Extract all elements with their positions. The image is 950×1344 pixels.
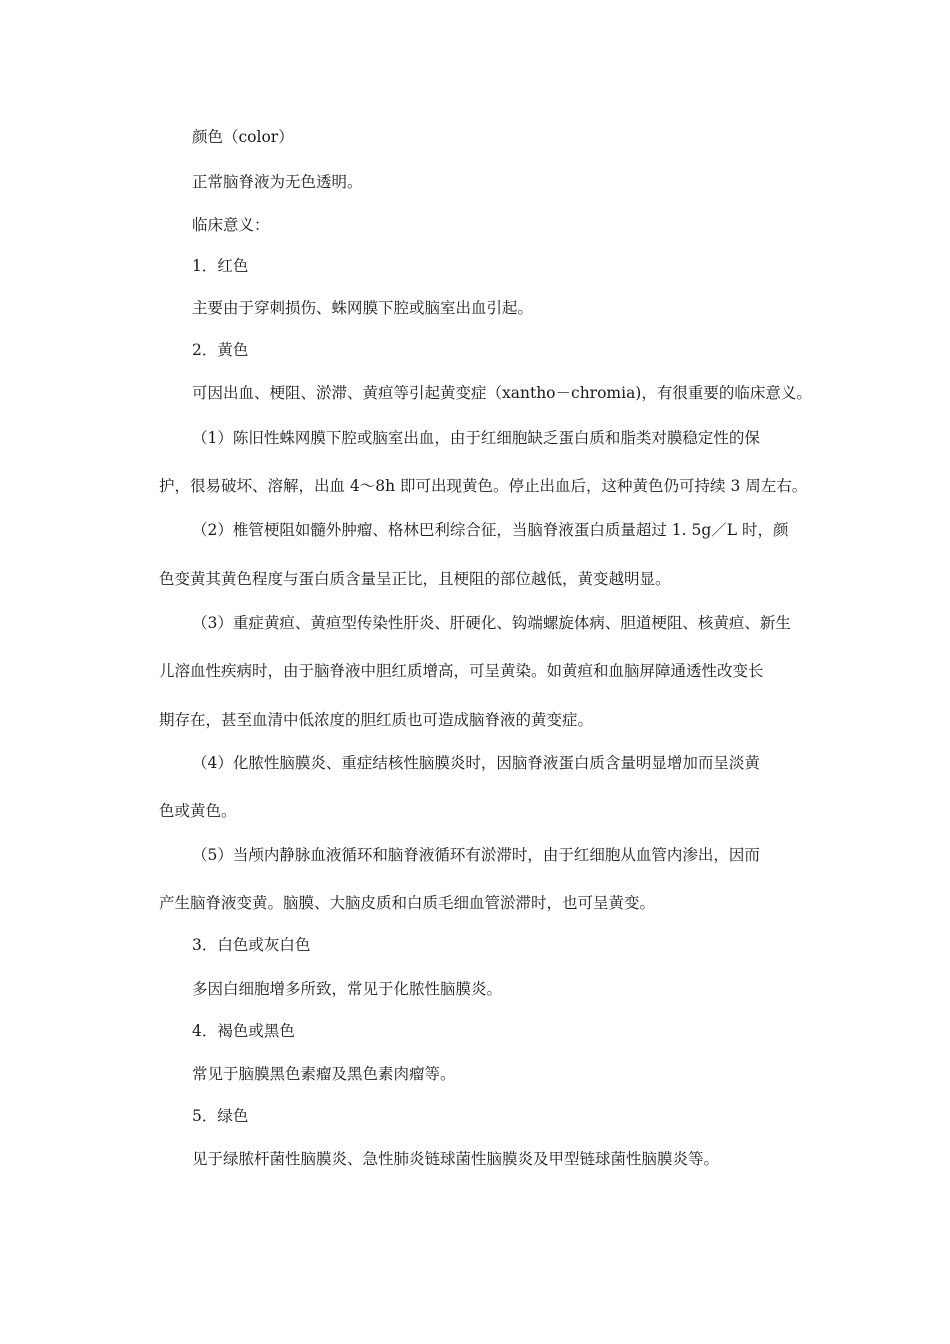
yellow-item-2-line-1: （2）椎管梗阻如髓外肿瘤、格林巴利综合征，当脑脊液蛋白质量超过 1. 5g／L 时，颜 — [192, 521, 789, 539]
section-heading: 颜色（color） — [192, 128, 294, 146]
yellow-item-1-line-2: 护，很易破坏、溶解，出血 4～8h 即可出现黄色。停止出血后，这种黄色仍可持续 3 周左右。 — [159, 477, 808, 495]
yellow-item-5-line-2: 产生脑脊液变黄。脑膜、大脑皮质和白质毛细血管淤滞时，也可呈黄变。 — [159, 894, 656, 912]
yellow-intro: 可因出血、梗阻、淤滞、黄疸等引起黄变症（xantho－chromia)，有很重要的临床意义。 — [192, 384, 812, 402]
green-title: 5．绿色 — [192, 1107, 249, 1125]
red-title: 1．红色 — [192, 257, 249, 275]
yellow-item-3-line-2: 儿溶血性疾病时，由于脑脊液中胆红质增高，可呈黄染。如黄疸和血脑屏障通透性改变长 — [159, 662, 764, 680]
brown-title: 4．褐色或黑色 — [192, 1022, 295, 1040]
yellow-item-3-line-1: （3）重症黄疸、黄疸型传染性肝炎、肝硬化、钩端螺旋体病、胆道梗阻、核黄疸、新生 — [192, 614, 791, 632]
normal-statement: 正常脑脊液为无色透明。 — [192, 173, 363, 191]
yellow-item-2-line-2: 色变黄其黄色程度与蛋白质含量呈正比，且梗阻的部位越低，黄变越明显。 — [159, 570, 671, 588]
yellow-item-4-line-2: 色或黄色。 — [159, 802, 237, 820]
white-title: 3．白色或灰白色 — [192, 936, 311, 954]
green-description: 见于绿脓杆菌性脑膜炎、急性肺炎链球菌性脑膜炎及甲型链球菌性脑膜炎等。 — [192, 1150, 720, 1168]
yellow-item-3-line-3: 期存在，甚至血清中低浓度的胆红质也可造成脑脊液的黄变症。 — [159, 711, 594, 729]
yellow-title: 2．黄色 — [192, 341, 249, 359]
clinical-label: 临床意义： — [192, 216, 270, 234]
brown-description: 常见于脑膜黑色素瘤及黑色素肉瘤等。 — [192, 1065, 456, 1083]
yellow-item-5-line-1: （5）当颅内静脉血液循环和脑脊液循环有淤滞时，由于红细胞从血管内渗出，因而 — [192, 846, 760, 864]
red-description: 主要由于穿刺损伤、蛛网膜下腔或脑室出血引起。 — [192, 299, 534, 317]
yellow-item-4-line-1: （4）化脓性脑膜炎、重症结核性脑膜炎时，因脑脊液蛋白质含量明显增加而呈淡黄 — [192, 754, 760, 772]
white-description: 多因白细胞增多所致，常见于化脓性脑膜炎。 — [192, 980, 503, 998]
yellow-item-1-line-1: （1）陈旧性蛛网膜下腔或脑室出血，由于红细胞缺乏蛋白质和脂类对膜稳定性的保 — [192, 429, 760, 447]
